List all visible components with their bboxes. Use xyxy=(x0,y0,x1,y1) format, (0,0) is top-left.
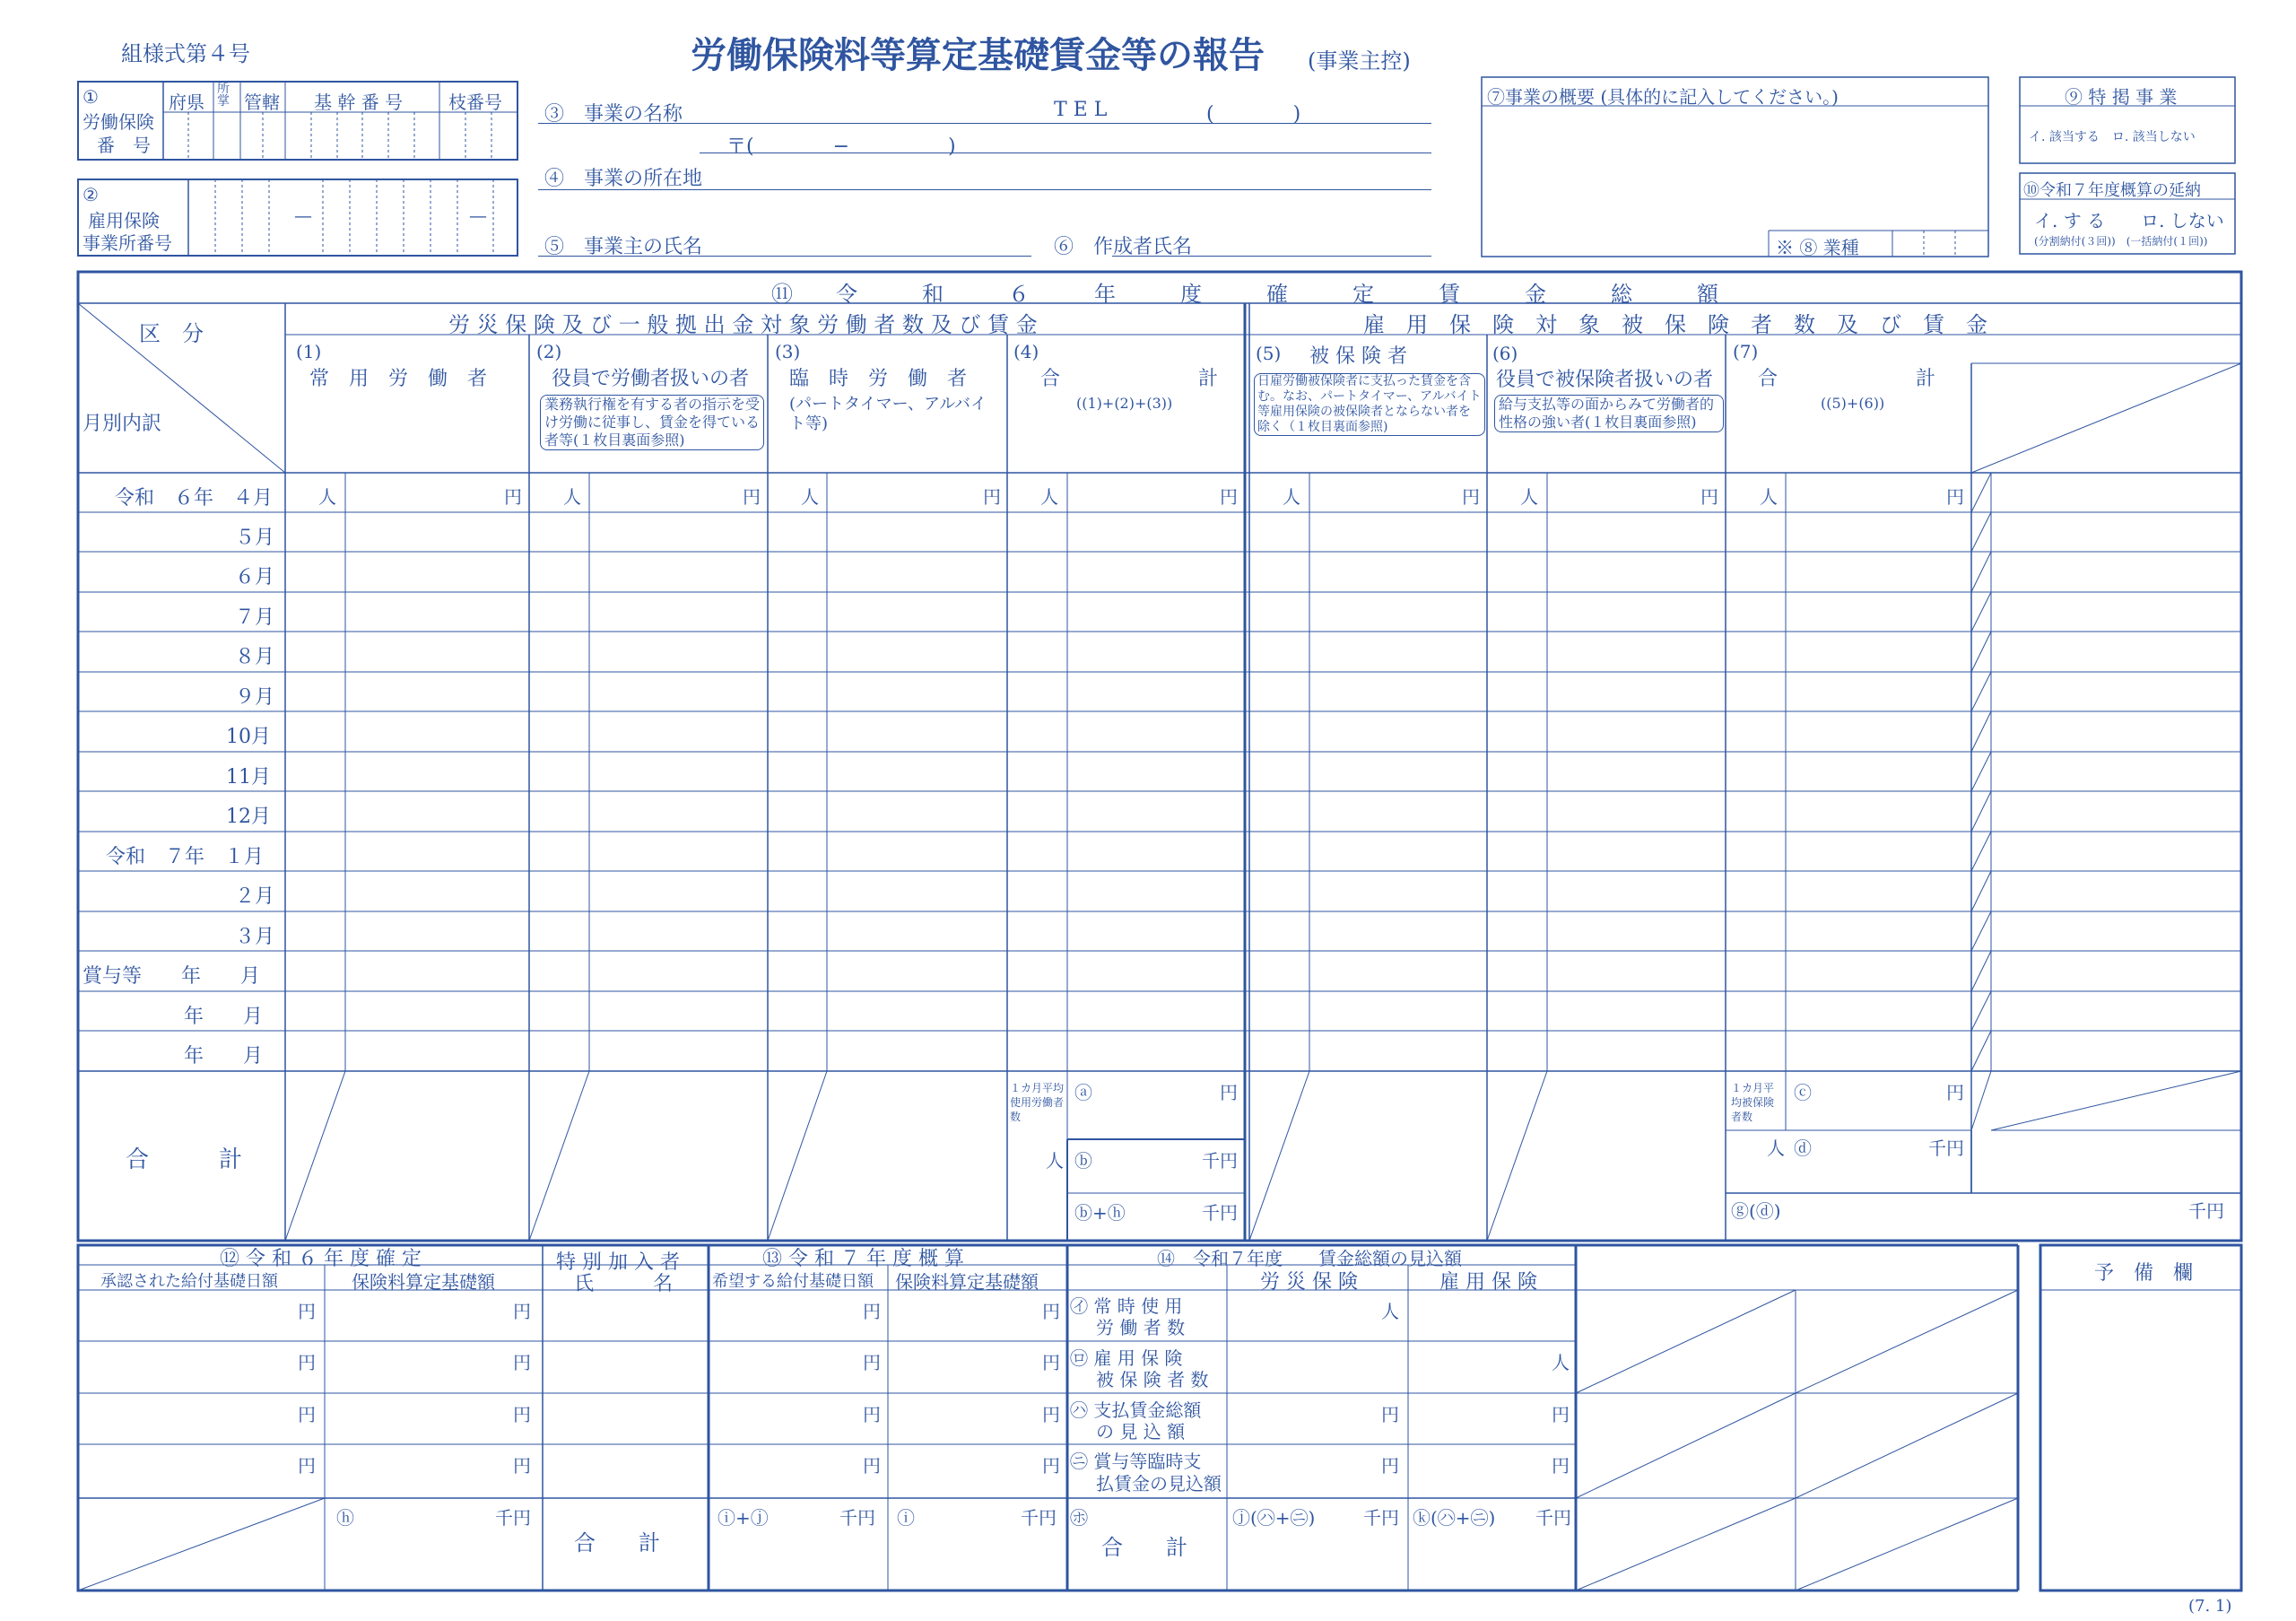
col3-no: (3) xyxy=(775,341,801,362)
sec12-col1: 承認された給付基礎日額 xyxy=(100,1272,278,1291)
sec14-row-label: 払賃金の見込額 xyxy=(1096,1473,1222,1495)
box1-col-office: 管轄 xyxy=(244,92,280,113)
col7-no: (7) xyxy=(1733,341,1759,362)
row-label: ７月 xyxy=(235,606,275,629)
box1-number: ① xyxy=(83,86,99,108)
avg-insured-label: １カ月平均被保険者数 xyxy=(1731,1082,1775,1123)
unit-thousand-yen: 千円 xyxy=(1928,1137,1964,1159)
col7-label: 合 計 xyxy=(1758,368,1936,390)
box1-col-prefecture: 府県 xyxy=(169,92,204,113)
unit-yen: 円 xyxy=(1042,1455,1060,1477)
sec12-col2: 保険料算定基礎額 xyxy=(352,1271,495,1293)
unit-yen: 円 xyxy=(513,1404,531,1425)
page-title: 労働保険料等算定基礎賃金等の報告 xyxy=(691,34,1265,76)
row-label: ８月 xyxy=(235,646,275,668)
unit-yen: 円 xyxy=(1462,486,1480,508)
mark-k: ⓚ(㋩+㋥) xyxy=(1413,1507,1496,1529)
author-label: ⑥ 作成者氏名 xyxy=(1054,236,1193,258)
mark-b: ⓑ xyxy=(1074,1150,1092,1172)
col7-formula: ((5)+(6)) xyxy=(1821,395,1885,412)
reserve-title: 予 備 欄 xyxy=(2094,1262,2194,1285)
page-subtitle: (事業主控) xyxy=(1308,48,1411,74)
unit-yen: 円 xyxy=(298,1455,316,1477)
special-business-title: ⑨ 特 掲 事 業 xyxy=(2065,86,2178,108)
col2-label: 役員で労働者扱いの者 xyxy=(552,368,750,390)
box2-dash2: — xyxy=(469,205,487,226)
unit-yen: 円 xyxy=(513,1301,531,1322)
mark-d: ⓓ xyxy=(1794,1137,1812,1159)
sec14-koyou: 雇 用 保 険 xyxy=(1439,1271,1537,1294)
row-label: 令和 ７年 １月 xyxy=(106,846,265,868)
row-label: 10月 xyxy=(226,726,271,748)
unit-thousand-yen: 千円 xyxy=(1363,1507,1399,1529)
unit-person: 人 xyxy=(1283,486,1300,508)
business-owner-label: ⑤ 事業主の氏名 xyxy=(544,236,703,258)
col1-no: (1) xyxy=(296,341,322,362)
unit-thousand-yen: 千円 xyxy=(1021,1507,1057,1529)
box1-col-jurisdiction: 所掌 xyxy=(217,82,230,109)
rousai-header: 労 災 保 険 及 び 一 般 拠 出 金 対 象 労 働 者 数 及 び 賃 金 xyxy=(448,312,1038,337)
unit-yen: 円 xyxy=(1381,1455,1399,1477)
row-label: 令和 ６年 ４月 xyxy=(115,487,274,510)
kubun-label: 区 分 xyxy=(139,321,204,346)
unit-thousand-yen: 千円 xyxy=(495,1507,531,1529)
unit-person: 人 xyxy=(318,486,336,508)
special-member-name: 氏 名 xyxy=(574,1273,674,1295)
unit-yen: 円 xyxy=(863,1301,881,1322)
row-label: 12月 xyxy=(226,806,271,828)
col4-no: (4) xyxy=(1013,341,1039,362)
col1-label: 常 用 労 働 者 xyxy=(309,368,488,390)
monthly-breakdown-label: 月別内訳 xyxy=(83,413,162,435)
unit-yen: 円 xyxy=(863,1352,881,1373)
col6-label: 役員で被保険者扱いの者 xyxy=(1496,369,1714,391)
unit-yen: 円 xyxy=(298,1352,316,1373)
special-member-title: 特 別 加 入 者 xyxy=(556,1251,680,1274)
unit-thousand-yen: 千円 xyxy=(839,1507,875,1529)
unit-person: 人 xyxy=(1381,1301,1399,1322)
sec14-rousai: 労 災 保 険 xyxy=(1260,1271,1358,1294)
sec14-total: 合 計 xyxy=(1101,1535,1187,1560)
unit-thousand-yen: 千円 xyxy=(1202,1202,1238,1224)
row-label: 11月 xyxy=(226,766,271,789)
col4-label: 合 計 xyxy=(1040,368,1219,390)
sec13-title: ⑬ 令 和 ７ 年 度 概 算 xyxy=(762,1248,964,1270)
avg-workers-label: １カ月平均使用労働者数 xyxy=(1010,1082,1065,1123)
row-label: ２月 xyxy=(235,885,275,908)
main-title: ⑪ 令 和 ６ 年 度 確 定 賃 金 総 額 xyxy=(771,282,1718,307)
box2-number: ② xyxy=(83,184,99,205)
sec14-row-label: ㋑ 常 時 使 用 xyxy=(1070,1295,1183,1317)
sec13-col2: 保険料算定基礎額 xyxy=(895,1271,1039,1293)
unit-yen: 円 xyxy=(504,486,522,508)
box2-label: 雇用保険 xyxy=(88,210,160,231)
tel-label: T E L xyxy=(1054,99,1108,121)
col6-no: (6) xyxy=(1492,343,1518,364)
mark-h: ⓗ xyxy=(336,1507,354,1529)
unit-yen: 円 xyxy=(1042,1352,1060,1373)
row-label: ３月 xyxy=(235,926,275,948)
box2-label2: 事業所番号 xyxy=(83,232,172,254)
unit-yen: 円 xyxy=(1946,486,1964,508)
mark-a: ⓐ xyxy=(1074,1082,1092,1103)
version-label: (7. 1) xyxy=(2188,1597,2232,1616)
unit-yen: 円 xyxy=(1700,486,1718,508)
unit-person: 人 xyxy=(1046,1150,1064,1172)
unit-yen: 円 xyxy=(1220,1082,1238,1103)
unit-yen: 円 xyxy=(513,1352,531,1373)
sec14-row-label: 労 働 者 数 xyxy=(1096,1317,1186,1338)
form-number: 組様式第４号 xyxy=(121,41,250,66)
summary-label: ⑦事業の概要 (具体的に記入してください。) xyxy=(1487,86,1839,108)
row-label: 賞与等 年 月 xyxy=(83,965,261,988)
unit-yen: 円 xyxy=(1946,1082,1964,1103)
sec13-col1: 希望する給付基礎日額 xyxy=(712,1272,874,1291)
unit-yen: 円 xyxy=(743,486,761,508)
row-label: 年 月 xyxy=(184,1045,264,1068)
tel-paren: ( ) xyxy=(1206,103,1301,126)
box1-label2: 番 号 xyxy=(97,135,151,156)
sec14-row-label: の 見 込 額 xyxy=(1096,1421,1186,1442)
box1-label: 労働保険 xyxy=(83,111,154,133)
unit-person: 人 xyxy=(1520,486,1538,508)
unit-yen: 円 xyxy=(513,1455,531,1477)
unit-person: 人 xyxy=(801,486,819,508)
unit-thousand-yen: 千円 xyxy=(1202,1150,1238,1172)
extension-note: (分割納付(３回)) (一括納付(１回)) xyxy=(2034,235,2208,248)
col2-no: (2) xyxy=(536,341,562,362)
unit-thousand-yen: 千円 xyxy=(1535,1507,1571,1529)
sec14-row-label: ㋩ 支払賃金総額 xyxy=(1070,1399,1202,1421)
mark-g-d: ⓖ(ⓓ) xyxy=(1731,1200,1781,1222)
sec12-total: 合 計 xyxy=(574,1530,660,1556)
unit-yen: 円 xyxy=(863,1455,881,1477)
total-label: 合 計 xyxy=(126,1146,243,1173)
row-label: 年 月 xyxy=(184,1006,264,1028)
unit-yen: 円 xyxy=(1552,1455,1570,1477)
unit-yen: 円 xyxy=(1220,486,1238,508)
row-label: ５月 xyxy=(235,527,275,549)
sec14-row-label: 被 保 険 者 数 xyxy=(1096,1369,1209,1390)
industry-label: ※ ⑧ 業種 xyxy=(1776,237,1859,258)
business-address-label: ④ 事業の所在地 xyxy=(544,168,703,190)
col5-no: (5) xyxy=(1256,343,1282,364)
sec12-title: ⑫ 令 和 ６ 年 度 確 定 xyxy=(220,1248,422,1270)
mark-c: ⓒ xyxy=(1794,1082,1812,1103)
postal-code-label: 〒( − ) xyxy=(726,135,956,158)
mark-b-plus-h: ⓑ+ⓗ xyxy=(1074,1202,1126,1224)
box2-dash1: — xyxy=(294,205,312,226)
extension-options: イ. す る ロ. しない xyxy=(2034,210,2224,231)
col3-label: 臨 時 労 働 者 xyxy=(789,368,968,390)
box1-col-main: 基 幹 番 号 xyxy=(314,92,404,113)
col2-note: 業務執行権を有する者の指示を受け労働に従事し、賃金を得ている者等(１枚目裏面参照) xyxy=(540,395,764,450)
unit-person: 人 xyxy=(1040,486,1058,508)
unit-yen: 円 xyxy=(1552,1404,1570,1425)
col6-note: 給与支払等の面からみて労働者的性格の強い者(１枚目裏面参照) xyxy=(1494,395,1724,432)
col4-formula: ((1)+(2)+(3)) xyxy=(1076,395,1173,412)
col5-label: 被 保 険 者 xyxy=(1309,345,1407,368)
unit-person: 人 xyxy=(1552,1352,1570,1373)
extension-title: ⑩令和７年度概算の延納 xyxy=(2023,181,2201,200)
col3-note: (パートタイマー、アルバイト等) xyxy=(789,395,987,433)
unit-yen: 円 xyxy=(1042,1404,1060,1425)
unit-yen: 円 xyxy=(298,1301,316,1322)
unit-yen: 円 xyxy=(1381,1404,1399,1425)
box1-col-branch: 枝番号 xyxy=(448,92,502,113)
special-business-options: イ. 該当する ロ. 該当しない xyxy=(2029,130,2196,144)
unit-yen: 円 xyxy=(983,486,1001,508)
unit-person: 人 xyxy=(1767,1137,1785,1159)
unit-person: 人 xyxy=(1760,486,1778,508)
col5-note: 日雇労働被保険者に支払った賃金を含む。なお、パートタイマー、アルバイト等雇用保険の被保険者とならない者を除く（１枚目裏面参照) xyxy=(1254,373,1485,436)
sec14-row-label: ㋺ 雇 用 保 険 xyxy=(1070,1347,1183,1369)
unit-thousand-yen: 千円 xyxy=(2188,1200,2224,1222)
unit-person: 人 xyxy=(563,486,581,508)
row-label: ９月 xyxy=(235,686,275,709)
mark-i-plus-j: ⓘ+ⓙ xyxy=(718,1507,769,1529)
business-name-label: ③ 事業の名称 xyxy=(544,103,683,126)
unit-yen: 円 xyxy=(298,1404,316,1425)
row-label: ６月 xyxy=(235,566,275,588)
mark-i: ⓘ xyxy=(897,1507,915,1529)
koyou-header: 雇 用 保 険 対 象 被 保 険 者 数 及 び 賃 金 xyxy=(1363,312,1987,337)
mark-j: ⓙ(㋩+㋥) xyxy=(1232,1507,1316,1529)
sec14-row-label: ㋥ 賞与等臨時支 xyxy=(1070,1451,1202,1472)
mark-ho: ㋭ xyxy=(1070,1507,1088,1529)
unit-yen: 円 xyxy=(1042,1301,1060,1322)
unit-yen: 円 xyxy=(863,1404,881,1425)
sec14-title: ⑭ 令和７年度 賃金総額の見込額 xyxy=(1157,1248,1462,1269)
